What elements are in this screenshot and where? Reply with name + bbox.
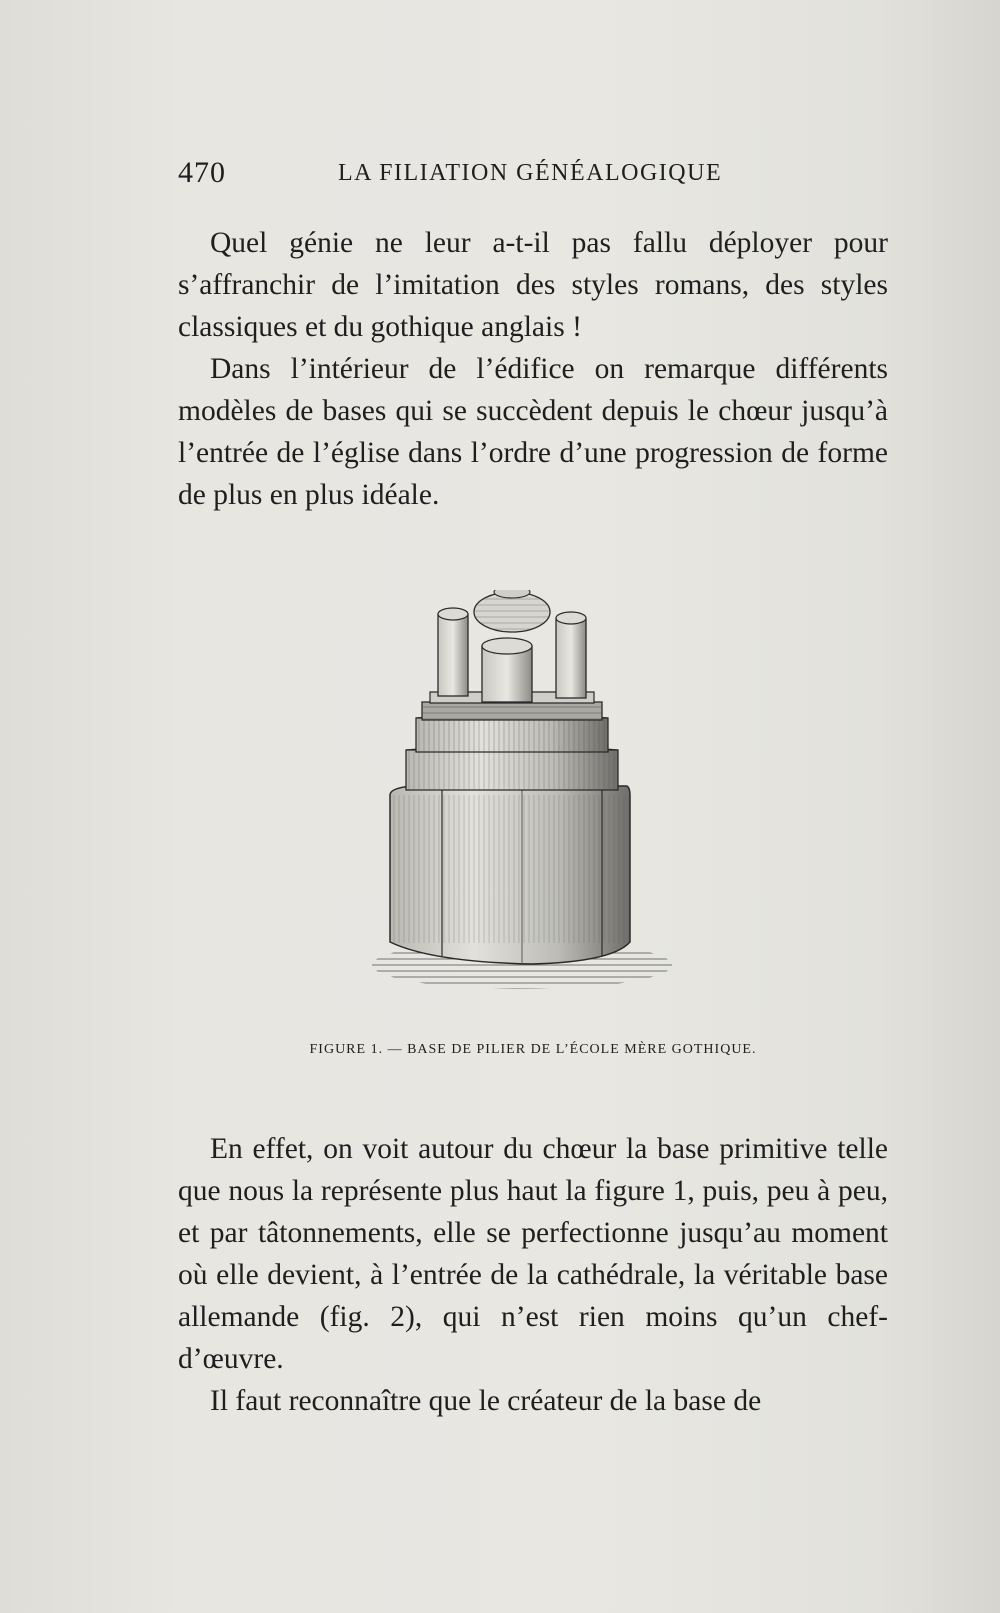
pillar-base-engraving (372, 590, 692, 1020)
page-number: 470 (178, 156, 226, 189)
page-header (178, 150, 888, 190)
pillar-base-illustration (372, 590, 692, 1020)
paragraph: Dans l’intérieur de l’édifice on remarque différents modèles de bases qui se succèdent depuis le chœur jusqu’à l’entrée de l’église dans l’ordre d’une progression de forme de plus en plus idéale. (178, 353, 888, 511)
paragraph: Il faut reconnaître que le créateur de la base de (210, 1385, 762, 1417)
paragraph: En effet, on voit autour du chœur la base primitive telle que nous la représente plus haut la figure 1, puis, peu à peu, et par tâtonnements, elle se perfectionne jusqu’au moment où elle devient, à l’entrée de la cathédrale, la véritable base allemande (fig. 2), qui n’est rien moins qu’un chef-d’œuvre. (178, 1133, 888, 1375)
figure-caption: FIGURE 1. — BASE DE PILIER DE L’ÉCOLE MÈRE GOTHIQUE. (309, 1042, 757, 1057)
text-block-top (178, 222, 888, 516)
text-block-bottom (178, 1128, 888, 1422)
paragraph: Quel génie ne leur a-t-il pas fallu déployer pour s’affranchir de l’imitation des styles romans, des styles classiques et du gothique anglais ! (178, 227, 888, 343)
running-title: LA FILIATION GÉNÉALOGIQUE (338, 160, 723, 186)
